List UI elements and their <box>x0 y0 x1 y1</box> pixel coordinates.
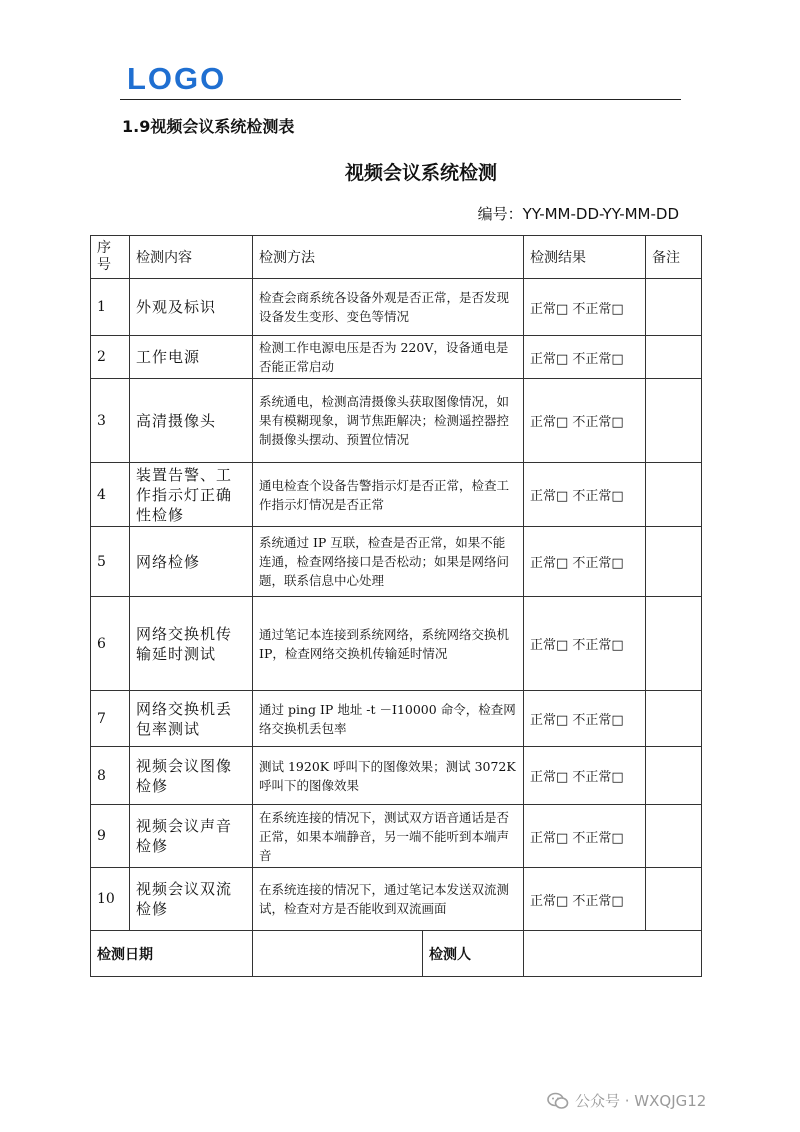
row-result-checkbox[interactable]: 正常□ 不正常□ <box>524 805 646 868</box>
inspection-date-label: 检测日期 <box>91 931 253 977</box>
row-item: 网络检修 <box>130 527 253 597</box>
row-item: 视频会议双流检修 <box>130 868 253 931</box>
inspection-table <box>90 235 702 977</box>
row-number: 6 <box>91 597 130 691</box>
row-result-checkbox[interactable]: 正常□ 不正常□ <box>524 279 646 336</box>
table-row <box>91 805 702 868</box>
row-number: 2 <box>91 336 130 379</box>
row-method: 检测工作电源电压是否为 220V，设备通电是否能正常启动 <box>253 336 524 379</box>
row-number: 10 <box>91 868 130 931</box>
row-remark[interactable] <box>646 463 702 527</box>
row-number: 3 <box>91 379 130 463</box>
header-content: 检测内容 <box>130 236 253 279</box>
row-remark[interactable] <box>646 336 702 379</box>
row-result-checkbox[interactable]: 正常□ 不正常□ <box>524 527 646 597</box>
row-item: 外观及标识 <box>130 279 253 336</box>
row-remark[interactable] <box>646 805 702 868</box>
table-row <box>91 868 702 931</box>
header-result: 检测结果 <box>524 236 646 279</box>
row-number: 4 <box>91 463 130 527</box>
row-item: 视频会议图像检修 <box>130 747 253 805</box>
inspection-date-field[interactable] <box>253 931 423 977</box>
inspector-label: 检测人 <box>423 931 524 977</box>
row-result-checkbox[interactable]: 正常□ 不正常□ <box>524 747 646 805</box>
table-row <box>91 379 702 463</box>
row-number: 1 <box>91 279 130 336</box>
row-remark[interactable] <box>646 597 702 691</box>
table-row <box>91 279 702 336</box>
row-method: 通过 ping IP 地址 -t －I10000 命令，检查网络交换机丢包率 <box>253 691 524 747</box>
header-remark: 备注 <box>646 236 702 279</box>
row-remark[interactable] <box>646 868 702 931</box>
row-method: 系统通电，检测高清摄像头获取图像情况，如果有模糊现象，调节焦距解决；检测遥控器控制摄像头摆动、预置位情况 <box>253 379 524 463</box>
row-method: 测试 1920K 呼叫下的图像效果；测试 3072K 呼叫下的图像效果 <box>253 747 524 805</box>
row-remark[interactable] <box>646 379 702 463</box>
document-title: 视频会议系统检测 <box>344 162 497 184</box>
row-method: 在系统连接的情况下，通过笔记本发送双流测试，检查对方是否能收到双流画面 <box>253 868 524 931</box>
table-row <box>91 747 702 805</box>
row-method: 通电检查个设备告警指示灯是否正常，检查工作指示灯情况是否正常 <box>253 463 524 527</box>
row-remark[interactable] <box>646 527 702 597</box>
row-result-checkbox[interactable]: 正常□ 不正常□ <box>524 597 646 691</box>
row-method: 检查会商系统各设备外观是否正常，是否发现设备发生变形、变色等情况 <box>253 279 524 336</box>
row-method: 通过笔记本连接到系统网络，系统网络交换机 IP，检查网络交换机传输延时情况 <box>253 597 524 691</box>
row-item: 网络交换机丢包率测试 <box>130 691 253 747</box>
watermark <box>547 1090 706 1111</box>
row-result-checkbox[interactable]: 正常□ 不正常□ <box>524 691 646 747</box>
row-number: 5 <box>91 527 130 597</box>
watermark-text: 公众号 · WXQJG12 <box>575 1092 707 1110</box>
row-result-checkbox[interactable]: 正常□ 不正常□ <box>524 463 646 527</box>
row-result-checkbox[interactable]: 正常□ 不正常□ <box>524 868 646 931</box>
inspector-field[interactable] <box>524 931 702 977</box>
row-item: 装置告警、工作指示灯正确性检修 <box>130 463 253 527</box>
row-remark[interactable] <box>646 279 702 336</box>
row-item: 工作电源 <box>130 336 253 379</box>
row-number: 7 <box>91 691 130 747</box>
row-number: 9 <box>91 805 130 868</box>
section-title: 1.9视频会议系统检测表 <box>122 117 295 136</box>
header-seq: 序号 <box>91 236 130 279</box>
row-result-checkbox[interactable]: 正常□ 不正常□ <box>524 336 646 379</box>
table-row <box>91 527 702 597</box>
row-result-checkbox[interactable]: 正常□ 不正常□ <box>524 379 646 463</box>
row-remark[interactable] <box>646 691 702 747</box>
logo: LOGO <box>127 61 227 96</box>
row-item: 高清摄像头 <box>130 379 253 463</box>
wechat-icon <box>547 1092 569 1110</box>
row-method: 系统通过 IP 互联，检查是否正常，如果不能连通，检查网络接口是否松动；如果是网络问题，联系信息中心处理 <box>253 527 524 597</box>
document-code: 编号：YY-MM-DD-YY-MM-DD <box>477 205 679 223</box>
header-method: 检测方法 <box>253 236 524 279</box>
row-item: 视频会议声音检修 <box>130 805 253 868</box>
row-number: 8 <box>91 747 130 805</box>
table-row <box>91 691 702 747</box>
table-row <box>91 463 702 527</box>
table-row <box>91 597 702 691</box>
footer-row <box>91 931 702 977</box>
row-method: 在系统连接的情况下，测试双方语音通话是否正常，如果本端静音，另一端不能听到本端声音 <box>253 805 524 868</box>
table-header-row <box>91 236 702 279</box>
table-row <box>91 336 702 379</box>
row-item: 网络交换机传输延时测试 <box>130 597 253 691</box>
header-divider <box>120 99 681 100</box>
row-remark[interactable] <box>646 747 702 805</box>
